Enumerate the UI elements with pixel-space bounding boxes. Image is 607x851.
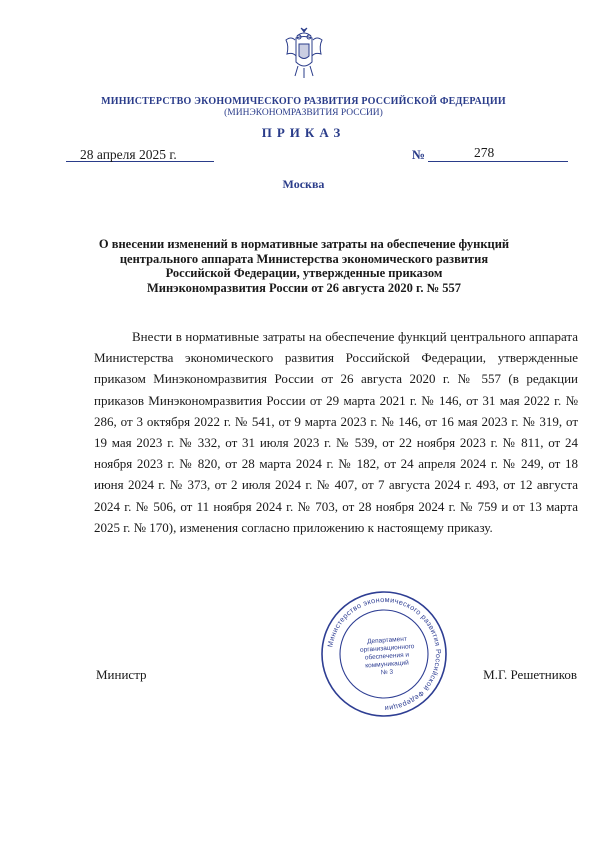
signatory-name: М.Г. Решетников (483, 667, 577, 682)
stamp-inner-line: Департамент (366, 635, 408, 646)
order-number: 278 (474, 145, 495, 160)
ministry-name: МИНИСТЕРСТВО ЭКОНОМИЧЕСКОГО РАЗВИТИЯ РОССИЙСКОЙ ФЕДЕРАЦИИ (101, 96, 506, 107)
coat-of-arms-emblem (283, 26, 325, 82)
stamp-outer-text: Министерство экономического развития Российской Федерации (325, 594, 444, 714)
order-title (88, 237, 520, 295)
title-line: центрального аппарата Министерства экономического развития (119, 251, 489, 266)
city: Москва (282, 177, 325, 191)
stamp-inner-line: организационного (359, 643, 415, 654)
signatory-role: Министр (96, 667, 147, 682)
stamp-inner-line: обеспечения и (364, 651, 410, 662)
title-line: Минэкономразвития России от 26 августа 2020 г. № 557 (146, 280, 462, 295)
stamp-inner-line: коммуникаций (364, 659, 409, 670)
order-date: 28 апреля 2025 г. (66, 148, 214, 162)
order-body-paragraph: Внести в нормативные затраты на обеспечение функций центрального аппарата Министерства экономического развития Российской Федерации, утвержденные приказом Минэкономразвития России от 26 августа 2020 г. № 557 (в редакции приказов Минэкономразвития России от 29 марта 2021 г. № 146, от 31 мая 2022 г. № 286, от 3 октября 2022 г. № 541, от 9 марта 2023 г. № 146, от 16 мая 2023 г. № 319, от 19 мая 2023 г. № 332, от 31 июля 2023 г. № 539, от 22 ноября 2023 г. № 811, от 24 ноября 2023 г. № 820, от 28 марта 2024 г. № 182, от 24 апреля 2024 г. № 249, от 18 июня 2024 г. № 373, от 2 июля 2024 г. № 407, от 7 августа 2024 г. 493, от 12 августа 2024 г. № 506, от 11 ноября 2024 г. № 703, от 28 ноября 2024 г. № 759 и от 13 марта 2025 г. № 170), изменения согласно приложению к настоящему приказу. (94, 329, 578, 535)
number-sign: № (412, 147, 426, 162)
title-line: Российской Федерации, утвержденные приказом (165, 266, 443, 281)
document-type: ПРИКАЗ (261, 125, 346, 140)
stamp-inner-line: № 3 (380, 668, 394, 677)
title-line: О внесении изменений в нормативные затраты на обеспечение функций (98, 237, 510, 251)
ministry-short-name: (МИНЭКОНОМРАЗВИТИЯ РОССИИ) (224, 108, 383, 118)
number-underline (428, 147, 568, 162)
